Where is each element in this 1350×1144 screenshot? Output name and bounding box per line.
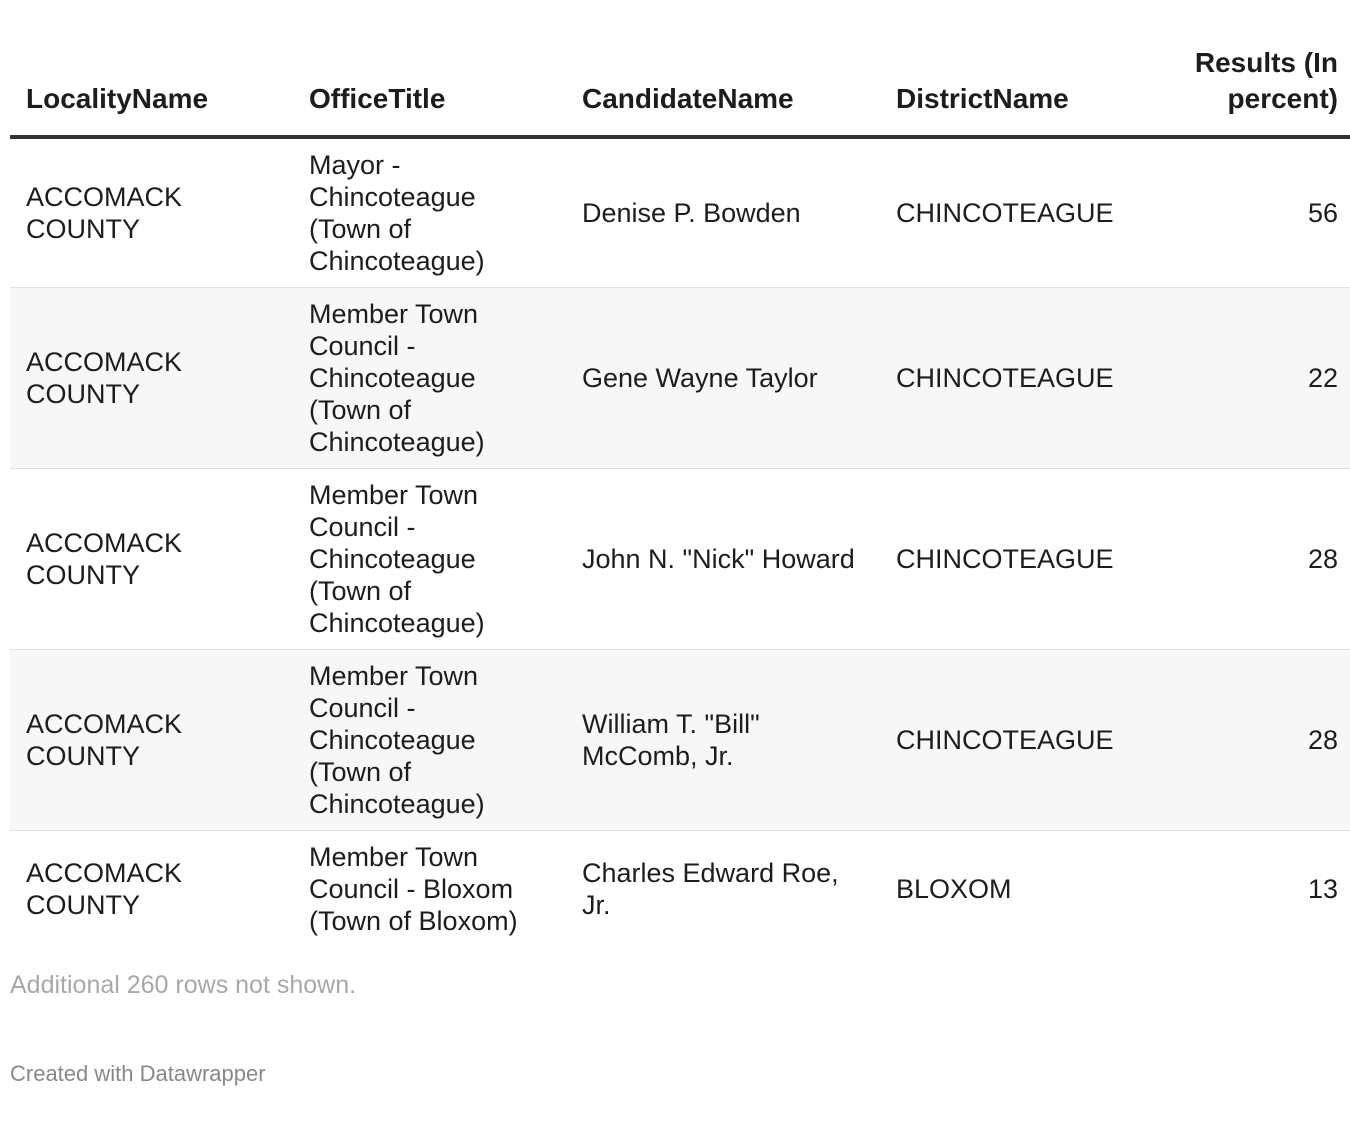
- cell-results: 13: [1307, 874, 1338, 904]
- table-row: [10, 650, 1350, 831]
- cell-office: Mayor - Chincoteague (Town of Chincoteague): [309, 150, 485, 276]
- cell-district: CHINCOTEAGUE: [896, 725, 1114, 755]
- cell-candidate: William T. "Bill" McComb, Jr.: [582, 709, 760, 771]
- cell-results: 28: [1307, 544, 1338, 574]
- cell-results: 28: [1307, 725, 1338, 755]
- table-header-row: [10, 45, 1350, 137]
- cell-locality: ACCOMACK COUNTY: [26, 858, 183, 920]
- cell-locality: ACCOMACK COUNTY: [26, 347, 183, 409]
- results-table: [10, 45, 1350, 947]
- cell-candidate: Gene Wayne Taylor: [582, 363, 818, 393]
- table-row: [10, 831, 1350, 948]
- cell-district: CHINCOTEAGUE: [896, 544, 1114, 574]
- column-header-district[interactable]: DistrictName: [880, 45, 1162, 137]
- column-header-results[interactable]: Results (In percent): [1162, 45, 1350, 137]
- cell-locality: ACCOMACK COUNTY: [26, 182, 183, 244]
- cell-candidate: John N. "Nick" Howard: [582, 544, 855, 574]
- cell-results: 22: [1307, 363, 1338, 393]
- cell-locality: ACCOMACK COUNTY: [26, 528, 183, 590]
- cell-district: CHINCOTEAGUE: [896, 363, 1114, 393]
- cell-locality: ACCOMACK COUNTY: [26, 709, 183, 771]
- table-container: [10, 0, 1338, 1086]
- datawrapper-credit[interactable]: Created with Datawrapper: [10, 1061, 266, 1086]
- cell-office: Member Town Council - Chincoteague (Town of Chincoteague): [309, 299, 485, 457]
- column-header-office[interactable]: OfficeTitle: [293, 45, 566, 137]
- column-header-candidate[interactable]: CandidateName: [566, 45, 880, 137]
- cell-office: Member Town Council - Chincoteague (Town of Chincoteague): [309, 480, 485, 638]
- table-row: [10, 288, 1350, 469]
- cell-district: BLOXOM: [896, 874, 1012, 904]
- table-notes: Additional 260 rows not shown.: [10, 971, 357, 999]
- table-row: [10, 469, 1350, 650]
- column-header-locality[interactable]: LocalityName: [10, 45, 293, 137]
- cell-office: Member Town Council - Bloxom (Town of Bloxom): [309, 842, 518, 936]
- table-row: [10, 137, 1350, 288]
- cell-candidate: Denise P. Bowden: [582, 198, 801, 228]
- cell-candidate: Charles Edward Roe, Jr.: [582, 858, 839, 920]
- cell-district: CHINCOTEAGUE: [896, 198, 1114, 228]
- cell-results: 56: [1307, 198, 1338, 228]
- cell-office: Member Town Council - Chincoteague (Town of Chincoteague): [309, 661, 485, 819]
